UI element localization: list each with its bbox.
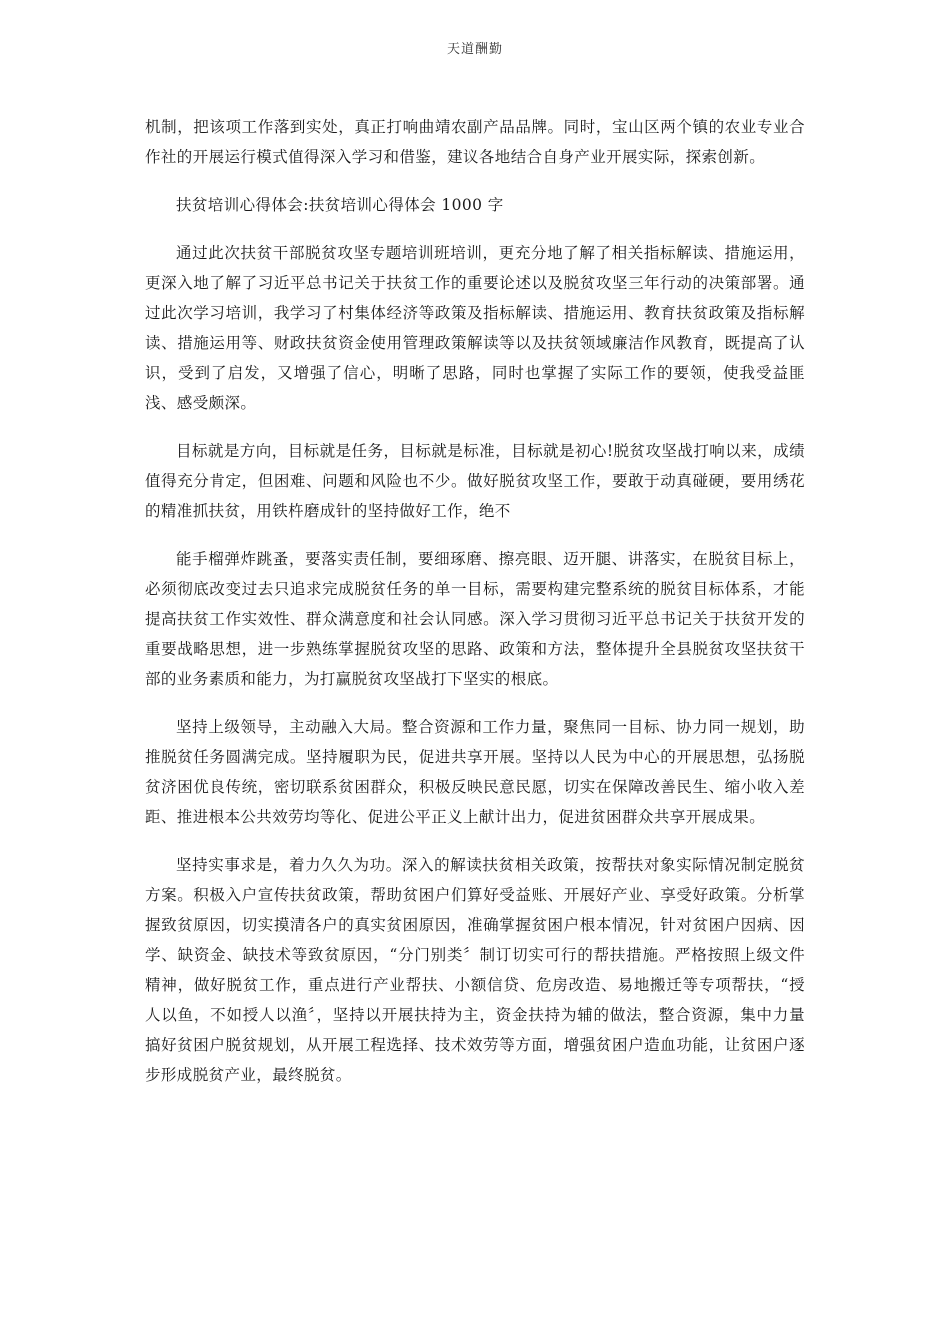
paragraph: 坚持实事求是，着力久久为功。深入的解读扶贫相关政策，按帮扶对象实际情况制定脱贫方案。积极入户宣传扶贫政策，帮助贫困户们算好受益账、开展好产业、享受好政策。分析掌握致贫原因，切实摸清各户的真实贫困原因，准确掌握贫困户根本情况，针对贫困户因病、因学、缺资金、缺技术等致贫原因，“分门别类〞制订切实可行的帮扶措施。严格按照上级文件精神，做好脱贫工作，重点进行产业帮扶、小额信贷、危房改造、易地搬迁等专项帮扶，“授人以鱼，不如授人以渔〞，坚持以开展扶持为主，资金扶持为辅的做法，整合资源，集中力量搞好贫困户脱贫规划，从开展工程选择、技术效劳等方面，增强贫困户造血功能，让贫困户逐步形成脱贫产业，最终脱贫。	[145, 856, 805, 1084]
document-body	[145, 112, 805, 1108]
paragraph: 坚持上级领导，主动融入大局。整合资源和工作力量，聚焦同一目标、协力同一规划，助推脱贫任务圆满完成。坚持履职为民，促进共享开展。坚持以人民为中心的开展思想，弘扬脱贫济困优良传统，密切联系贫困群众，积极反映民意民愿，切实在保障改善民生、缩小收入差距、推进根本公共效劳均等化、促进公平正义上献计出力，促进贫困群众共享开展成果。	[145, 718, 805, 826]
section-title: 扶贫培训心得体会:扶贫培训心得体会 1000 字	[176, 196, 504, 214]
paragraph: 通过此次扶贫干部脱贫攻坚专题培训班培训，更充分地了解了相关指标解读、措施运用，更深入地了解了习近平总书记关于扶贫工作的重要论述以及脱贫攻坚三年行动的决策部署。通过此次学习培训，我学习了村集体经济等政策及指标解读、措施运用、教育扶贫政策及指标解读、措施运用等、财政扶贫资金使用管理政策解读等以及扶贫领域廉洁作风教育，既提高了认识，受到了启发，又增强了信心，明晰了思路，同时也掌握了实际工作的要领，使我受益匪浅、感受颇深。	[145, 244, 805, 412]
paragraph-continuation: 机制，把该项工作落到实处，真正打响曲靖农副产品品牌。同时，宝山区两个镇的农业专业合作社的开展运行模式值得深入学习和借鉴，建议各地结合自身产业开展实际，探索创新。	[145, 118, 805, 166]
paragraph: 目标就是方向，目标就是任务，目标就是标准，目标就是初心!脱贫攻坚战打响以来，成绩值得充分肯定，但困难、问题和风险也不少。做好脱贫攻坚工作，要敢于动真碰硬，要用绣花的精准抓扶贫，用铁杵磨成针的坚持做好工作，绝不	[145, 442, 805, 520]
paragraph: 能手榴弹炸跳蚤，要落实责任制，要细琢磨、擦亮眼、迈开腿、讲落实，在脱贫目标上，必须彻底改变过去只追求完成脱贫任务的单一目标，需要构建完整系统的脱贫目标体系，才能提高扶贫工作实效性、群众满意度和社会认同感。深入学习贯彻习近平总书记关于扶贫开发的重要战略思想，进一步熟练掌握脱贫攻坚的思路、政策和方法，整体提升全县脱贫攻坚扶贫干部的业务素质和能力，为打赢脱贫攻坚战打下坚实的根底。	[145, 550, 805, 688]
page-header: 天道酬勤	[446, 42, 503, 57]
